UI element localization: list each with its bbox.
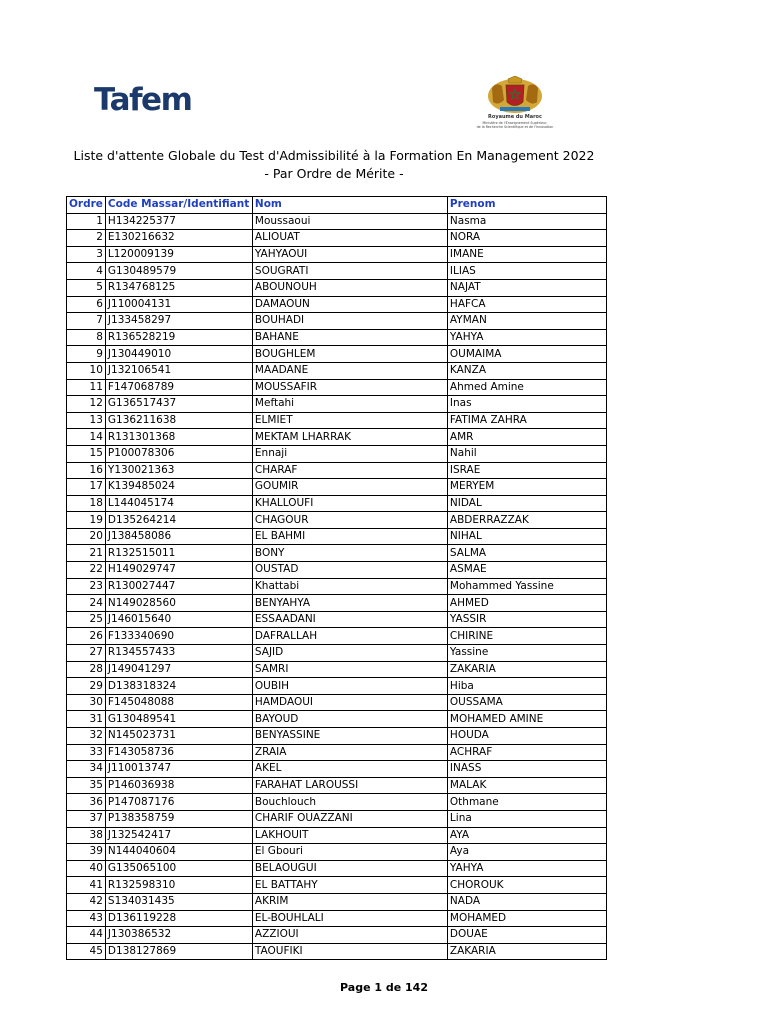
cell-code-massar: D138127869 xyxy=(105,943,252,960)
cell-nom: SAJID xyxy=(252,645,447,662)
cell-nom: OUBIH xyxy=(252,678,447,695)
cell-ordre: 8 xyxy=(67,329,106,346)
cell-ordre: 23 xyxy=(67,578,106,595)
cell-code-massar: J149041297 xyxy=(105,661,252,678)
cell-ordre: 20 xyxy=(67,528,106,545)
cell-prenom: Nasma xyxy=(447,213,606,230)
cell-prenom: Ahmed Amine xyxy=(447,379,606,396)
cell-prenom: Aya xyxy=(447,844,606,861)
table-row xyxy=(67,893,607,910)
table-row xyxy=(67,230,607,247)
table-row xyxy=(67,479,607,496)
cell-ordre: 45 xyxy=(67,943,106,960)
cell-code-massar: L144045174 xyxy=(105,495,252,512)
cell-nom: MOUSSAFIR xyxy=(252,379,447,396)
cell-nom: Bouchlouch xyxy=(252,794,447,811)
cell-ordre: 9 xyxy=(67,346,106,363)
table-row xyxy=(67,844,607,861)
cell-code-massar: H134225377 xyxy=(105,213,252,230)
cell-ordre: 27 xyxy=(67,645,106,662)
cell-nom: ESSAADANI xyxy=(252,611,447,628)
cell-ordre: 17 xyxy=(67,479,106,496)
cell-prenom: Nahil xyxy=(447,445,606,462)
table-row xyxy=(67,362,607,379)
cell-code-massar: R134768125 xyxy=(105,279,252,296)
cell-ordre: 2 xyxy=(67,230,106,247)
cell-code-massar: N149028560 xyxy=(105,595,252,612)
cell-prenom: CHOROUK xyxy=(447,877,606,894)
table-row xyxy=(67,595,607,612)
cell-prenom: DOUAE xyxy=(447,927,606,944)
cell-code-massar: J132542417 xyxy=(105,827,252,844)
cell-nom: ALIOUAT xyxy=(252,230,447,247)
crest-line-2: Ministère de l'Enseignement Supérieur, xyxy=(482,121,548,125)
cell-ordre: 42 xyxy=(67,893,106,910)
cell-ordre: 14 xyxy=(67,429,106,446)
cell-prenom: INASS xyxy=(447,761,606,778)
cell-prenom: HOUDA xyxy=(447,728,606,745)
cell-ordre: 44 xyxy=(67,927,106,944)
cell-code-massar: J138458086 xyxy=(105,528,252,545)
cell-ordre: 19 xyxy=(67,512,106,529)
table-header-row xyxy=(67,197,607,214)
cell-code-massar: E130216632 xyxy=(105,230,252,247)
cell-code-massar: R130027447 xyxy=(105,578,252,595)
cell-code-massar: G130489579 xyxy=(105,263,252,280)
cell-nom: CHARAF xyxy=(252,462,447,479)
table-row xyxy=(67,313,607,330)
table-row xyxy=(67,910,607,927)
cell-ordre: 25 xyxy=(67,611,106,628)
table-row xyxy=(67,761,607,778)
cell-code-massar: L120009139 xyxy=(105,246,252,263)
cell-prenom: Othmane xyxy=(447,794,606,811)
cell-ordre: 36 xyxy=(67,794,106,811)
table-row xyxy=(67,827,607,844)
cell-nom: EL-BOUHLALI xyxy=(252,910,447,927)
cell-prenom: MERYEM xyxy=(447,479,606,496)
cell-ordre: 11 xyxy=(67,379,106,396)
cell-prenom: ASMAE xyxy=(447,562,606,579)
cell-ordre: 30 xyxy=(67,694,106,711)
cell-prenom: YAHYA xyxy=(447,860,606,877)
cell-code-massar: P100078306 xyxy=(105,445,252,462)
moroccan-crest xyxy=(460,76,570,134)
cell-prenom: YASSIR xyxy=(447,611,606,628)
cell-code-massar: D135264214 xyxy=(105,512,252,529)
cell-nom: AKEL xyxy=(252,761,447,778)
cell-ordre: 37 xyxy=(67,810,106,827)
cell-nom: KHALLOUFI xyxy=(252,495,447,512)
cell-nom: YAHYAOUI xyxy=(252,246,447,263)
table-row xyxy=(67,943,607,960)
crest-line-3: de la Recherche Scientifique et de l'Innovation xyxy=(476,125,554,129)
table-row xyxy=(67,246,607,263)
table-row xyxy=(67,296,607,313)
header-ordre: Ordre xyxy=(67,197,106,214)
cell-nom: ABOUNOUH xyxy=(252,279,447,296)
header-nom: Nom xyxy=(252,197,447,214)
cell-code-massar: P146036938 xyxy=(105,777,252,794)
table-row xyxy=(67,445,607,462)
cell-code-massar: Y130021363 xyxy=(105,462,252,479)
cell-nom: Moussaoui xyxy=(252,213,447,230)
cell-code-massar: J146015640 xyxy=(105,611,252,628)
cell-prenom: ACHRAF xyxy=(447,744,606,761)
cell-nom: BAYOUD xyxy=(252,711,447,728)
table-row xyxy=(67,263,607,280)
cell-code-massar: J130386532 xyxy=(105,927,252,944)
table-row xyxy=(67,877,607,894)
cell-ordre: 1 xyxy=(67,213,106,230)
cell-ordre: 12 xyxy=(67,396,106,413)
cell-code-massar: J130449010 xyxy=(105,346,252,363)
cell-code-massar: D138318324 xyxy=(105,678,252,695)
cell-prenom: Yassine xyxy=(447,645,606,662)
cell-prenom: NIDAL xyxy=(447,495,606,512)
cell-nom: BONY xyxy=(252,545,447,562)
table-row xyxy=(67,860,607,877)
cell-nom: BAHANE xyxy=(252,329,447,346)
cell-prenom: IMANE xyxy=(447,246,606,263)
cell-code-massar: K139485024 xyxy=(105,479,252,496)
cell-ordre: 6 xyxy=(67,296,106,313)
cell-prenom: Mohammed Yassine xyxy=(447,578,606,595)
cell-prenom: NAJAT xyxy=(447,279,606,296)
cell-code-massar: G136211638 xyxy=(105,412,252,429)
table-row xyxy=(67,678,607,695)
table-row xyxy=(67,744,607,761)
cell-code-massar: R136528219 xyxy=(105,329,252,346)
cell-prenom: NORA xyxy=(447,230,606,247)
cell-nom: AZZIOUI xyxy=(252,927,447,944)
cell-ordre: 22 xyxy=(67,562,106,579)
cell-code-massar: J110004131 xyxy=(105,296,252,313)
cell-code-massar: F147068789 xyxy=(105,379,252,396)
cell-nom: GOUMIR xyxy=(252,479,447,496)
cell-nom: Khattabi xyxy=(252,578,447,595)
cell-nom: OUSTAD xyxy=(252,562,447,579)
cell-nom: EL BATTAHY xyxy=(252,877,447,894)
table-row xyxy=(67,279,607,296)
cell-nom: EL BAHMI xyxy=(252,528,447,545)
table-row xyxy=(67,661,607,678)
cell-ordre: 28 xyxy=(67,661,106,678)
document-subtitle: - Par Ordre de Mérite - xyxy=(264,166,404,181)
cell-nom: DAFRALLAH xyxy=(252,628,447,645)
cell-code-massar: H149029747 xyxy=(105,562,252,579)
cell-prenom: YAHYA xyxy=(447,329,606,346)
cell-nom: ELMIET xyxy=(252,412,447,429)
cell-code-massar: S134031435 xyxy=(105,893,252,910)
cell-ordre: 39 xyxy=(67,844,106,861)
cell-prenom: FATIMA ZAHRA xyxy=(447,412,606,429)
cell-ordre: 29 xyxy=(67,678,106,695)
cell-prenom: OUMAIMA xyxy=(447,346,606,363)
cell-ordre: 4 xyxy=(67,263,106,280)
cell-ordre: 18 xyxy=(67,495,106,512)
cell-prenom: ABDERRAZZAK xyxy=(447,512,606,529)
cell-code-massar: P147087176 xyxy=(105,794,252,811)
table-row xyxy=(67,528,607,545)
cell-prenom: Hiba xyxy=(447,678,606,695)
cell-ordre: 26 xyxy=(67,628,106,645)
cell-code-massar: G136517437 xyxy=(105,396,252,413)
cell-prenom: CHIRINE xyxy=(447,628,606,645)
table-row xyxy=(67,396,607,413)
table-row xyxy=(67,495,607,512)
table-row xyxy=(67,562,607,579)
cell-code-massar: J110013747 xyxy=(105,761,252,778)
table-row xyxy=(67,512,607,529)
cell-code-massar: N145023731 xyxy=(105,728,252,745)
cell-code-massar: G135065100 xyxy=(105,860,252,877)
cell-nom: LAKHOUIT xyxy=(252,827,447,844)
cell-nom: BOUGHLEM xyxy=(252,346,447,363)
cell-nom: DAMAOUN xyxy=(252,296,447,313)
cell-ordre: 7 xyxy=(67,313,106,330)
cell-prenom: ILIAS xyxy=(447,263,606,280)
cell-nom: Meftahi xyxy=(252,396,447,413)
table-row xyxy=(67,711,607,728)
table-row xyxy=(67,379,607,396)
cell-code-massar: P138358759 xyxy=(105,810,252,827)
waiting-list-table xyxy=(66,196,607,960)
cell-nom: SOUGRATI xyxy=(252,263,447,280)
cell-prenom: NADA xyxy=(447,893,606,910)
cell-ordre: 32 xyxy=(67,728,106,745)
table-row xyxy=(67,578,607,595)
cell-code-massar: F145048088 xyxy=(105,694,252,711)
cell-nom: CHAGOUR xyxy=(252,512,447,529)
cell-ordre: 3 xyxy=(67,246,106,263)
cell-prenom: HAFCA xyxy=(447,296,606,313)
cell-code-massar: R132598310 xyxy=(105,877,252,894)
table-row xyxy=(67,346,607,363)
cell-ordre: 13 xyxy=(67,412,106,429)
cell-ordre: 38 xyxy=(67,827,106,844)
cell-nom: MEKTAM LHARRAK xyxy=(252,429,447,446)
cell-nom: BELAOUGUI xyxy=(252,860,447,877)
table-row xyxy=(67,628,607,645)
cell-code-massar: G130489541 xyxy=(105,711,252,728)
cell-code-massar: R131301368 xyxy=(105,429,252,446)
cell-prenom: AHMED xyxy=(447,595,606,612)
cell-prenom: MOHAMED xyxy=(447,910,606,927)
cell-ordre: 16 xyxy=(67,462,106,479)
header-code-massar: Code Massar/Identifiant xyxy=(105,197,252,214)
cell-ordre: 33 xyxy=(67,744,106,761)
cell-nom: HAMDAOUI xyxy=(252,694,447,711)
cell-ordre: 5 xyxy=(67,279,106,296)
cell-nom: FARAHAT LAROUSSI xyxy=(252,777,447,794)
cell-nom: El Gbouri xyxy=(252,844,447,861)
table-row xyxy=(67,429,607,446)
cell-nom: MAADANE xyxy=(252,362,447,379)
coat-of-arms-icon xyxy=(486,76,544,114)
cell-prenom: Lina xyxy=(447,810,606,827)
page-number: Page 1 de 142 xyxy=(340,981,428,994)
cell-nom: BENYAHYA xyxy=(252,595,447,612)
crest-line-1: Royaume du Maroc xyxy=(488,114,542,120)
cell-prenom: KANZA xyxy=(447,362,606,379)
table-row xyxy=(67,645,607,662)
table-row xyxy=(67,794,607,811)
cell-code-massar: F133340690 xyxy=(105,628,252,645)
cell-code-massar: J132106541 xyxy=(105,362,252,379)
cell-nom: AKRIM xyxy=(252,893,447,910)
cell-nom: CHARIF OUAZZANI xyxy=(252,810,447,827)
document-title: Liste d'attente Globale du Test d'Admissibilité à la Formation En Management 2022 xyxy=(73,148,595,163)
cell-code-massar: R132515011 xyxy=(105,545,252,562)
cell-prenom: ZAKARIA xyxy=(447,943,606,960)
cell-code-massar: F143058736 xyxy=(105,744,252,761)
table-row xyxy=(67,777,607,794)
cell-prenom: ZAKARIA xyxy=(447,661,606,678)
cell-ordre: 40 xyxy=(67,860,106,877)
cell-ordre: 41 xyxy=(67,877,106,894)
cell-prenom: OUSSAMA xyxy=(447,694,606,711)
cell-code-massar: D136119228 xyxy=(105,910,252,927)
cell-nom: BENYASSINE xyxy=(252,728,447,745)
cell-prenom: NIHAL xyxy=(447,528,606,545)
cell-code-massar: R134557433 xyxy=(105,645,252,662)
cell-prenom: MOHAMED AMINE xyxy=(447,711,606,728)
cell-prenom: AYMAN xyxy=(447,313,606,330)
table-row xyxy=(67,728,607,745)
cell-prenom: MALAK xyxy=(447,777,606,794)
cell-ordre: 10 xyxy=(67,362,106,379)
table-row xyxy=(67,694,607,711)
cell-ordre: 34 xyxy=(67,761,106,778)
table-row xyxy=(67,462,607,479)
table-row xyxy=(67,810,607,827)
table-row xyxy=(67,545,607,562)
table-row xyxy=(67,329,607,346)
cell-code-massar: J133458297 xyxy=(105,313,252,330)
cell-prenom: ISRAE xyxy=(447,462,606,479)
tafem-logo: Tafem xyxy=(94,82,192,118)
cell-prenom: AYA xyxy=(447,827,606,844)
table-row xyxy=(67,611,607,628)
cell-prenom: AMR xyxy=(447,429,606,446)
cell-prenom: SALMA xyxy=(447,545,606,562)
cell-nom: ZRAIA xyxy=(252,744,447,761)
table-row xyxy=(67,412,607,429)
cell-ordre: 21 xyxy=(67,545,106,562)
cell-ordre: 24 xyxy=(67,595,106,612)
cell-code-massar: N144040604 xyxy=(105,844,252,861)
cell-prenom: Inas xyxy=(447,396,606,413)
cell-nom: SAMRI xyxy=(252,661,447,678)
cell-nom: Ennaji xyxy=(252,445,447,462)
cell-ordre: 15 xyxy=(67,445,106,462)
cell-ordre: 35 xyxy=(67,777,106,794)
cell-nom: TAOUFIKI xyxy=(252,943,447,960)
cell-nom: BOUHADI xyxy=(252,313,447,330)
cell-ordre: 31 xyxy=(67,711,106,728)
cell-ordre: 43 xyxy=(67,910,106,927)
table-row xyxy=(67,213,607,230)
table-row xyxy=(67,927,607,944)
header-prenom: Prenom xyxy=(447,197,606,214)
